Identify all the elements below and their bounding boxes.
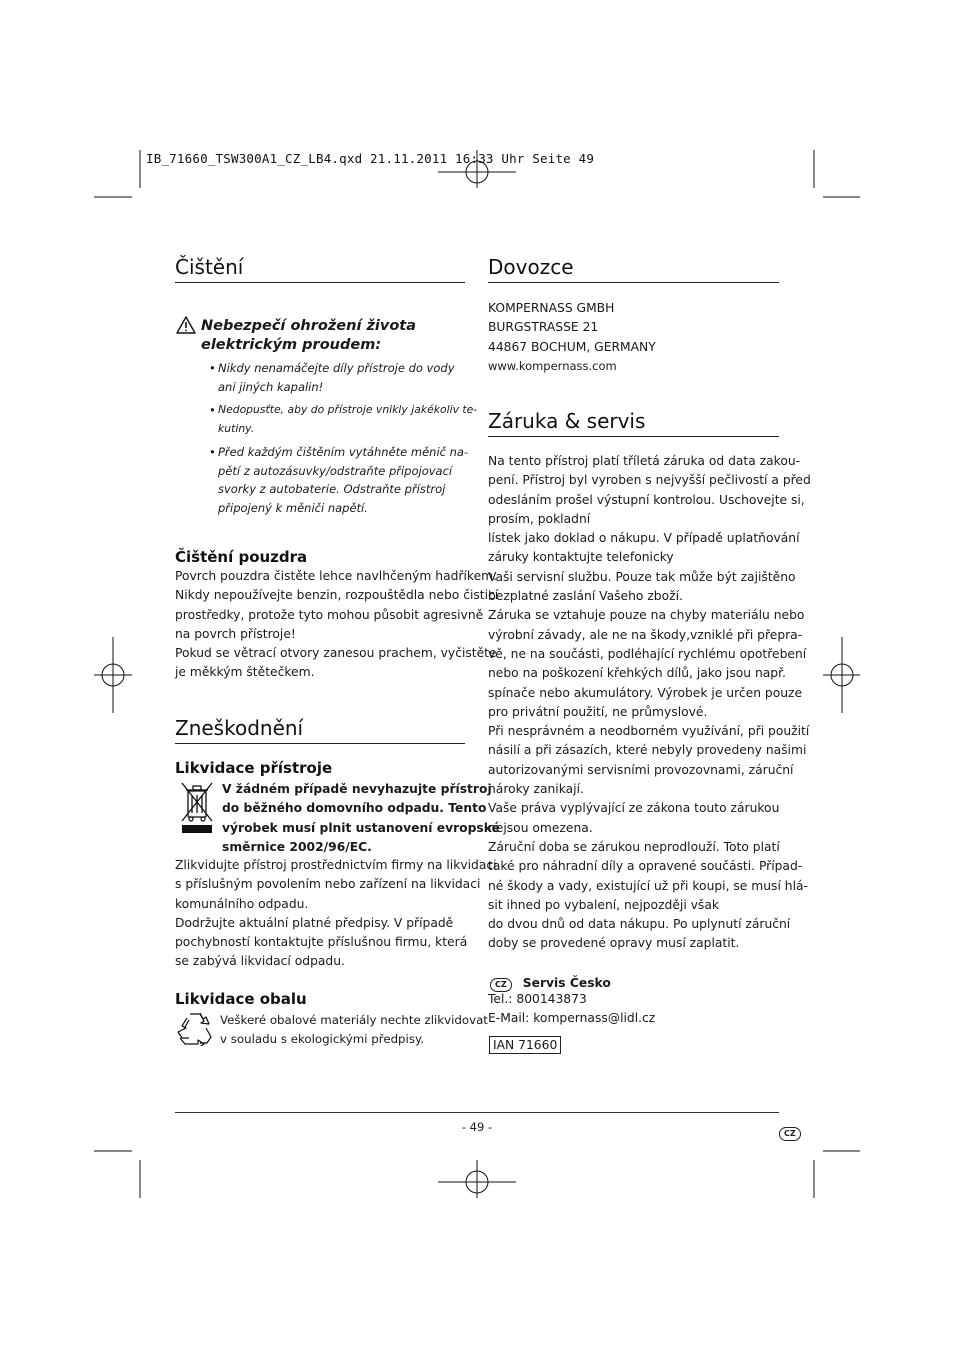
text-line: autorizovanými servisními provozovnami, záruční [488, 762, 794, 777]
address-line: 44867 BOCHUM, GERMANY [488, 339, 656, 354]
text-line: je měkkým štětečkem. [175, 665, 315, 680]
ian-number: IAN 71660 [489, 1036, 561, 1054]
website-link[interactable]: www.kompernass.com [488, 358, 617, 373]
bullet-dot: • [209, 445, 216, 459]
importer-address [488, 299, 656, 376]
text-line: na povrch přístroje! [175, 626, 296, 641]
text-line: Při nesprávném a neodborném využívání, při použití [488, 724, 810, 739]
text-line: nejsou omezena. [488, 820, 593, 835]
bullet-line: Nedopusťte, aby do přístroje vnikly jakékoliv te- [218, 403, 478, 416]
text-line: násilí a při zásazích, které nebyly provedeny našimi [488, 743, 807, 758]
housing-text [175, 567, 498, 683]
recycle-icon [176, 1010, 214, 1046]
text-line: Nikdy nepoužívejte benzin, rozpouštědla nebo čisticí [175, 588, 499, 603]
warning-title-line1: Nebezpečí ohrožení života [201, 318, 417, 334]
text-line: bezplatné zaslání Vašeho zboží. [488, 589, 683, 604]
service-email[interactable]: E-Mail: kompernass@lidl.cz [488, 1011, 656, 1026]
text-line: také pro náhradní díly a opravené součásti. Případ- [488, 859, 803, 874]
bold-line: směrnice 2002/96/EC. [222, 839, 372, 854]
bold-line: V žádném případě nevyhazujte přístroj [222, 782, 492, 796]
text-line: Vaše práva vyplývající ze zákona touto zárukou [488, 801, 780, 816]
address-line: BURGSTRASSE 21 [488, 320, 599, 335]
bullet-line: Před každým čištěním vytáhněte měnič na- [218, 445, 469, 459]
page-number: - 49 - [461, 1120, 493, 1134]
service-title: Servis Česko [522, 976, 611, 990]
warning-title-line2: elektrickým proudem: [201, 337, 382, 353]
text-line: do dvou dnů od data nákupu. Po uplynutí záruční [488, 917, 791, 932]
text-line: Vaši servisní službu. Pouze tak může být zajištěno [488, 569, 796, 584]
text-line: komunálního odpadu. [175, 896, 309, 911]
bullet-dot: • [209, 403, 216, 417]
section-cleaning [175, 255, 465, 283]
device-disposal-section [175, 758, 332, 778]
text-line: doby se provedené opravy musí zaplatit. [488, 936, 740, 951]
text-line: Veškeré obalové materiály nechte zlikvidovat [220, 1013, 488, 1027]
bullet-dot: • [209, 361, 216, 375]
warning-triangle-icon [176, 316, 196, 334]
bullet-item [209, 443, 477, 517]
text-line: výrobní závady, ale ne na škody,vzniklé při přepra- [488, 627, 803, 642]
text-line: Pokud se větrací otvory zanesou prachem, vyčistěte [175, 646, 497, 661]
bullet-line: připojený k měniči napětí. [218, 500, 368, 515]
text-line: pro privátní použití, ne průmyslové. [488, 704, 708, 719]
text-line: vě, ne na součásti, podléhající rychlému opotřebení [488, 646, 807, 661]
text-line: nároky zanikají. [488, 782, 584, 797]
text-line: se zabývá likvidací odpadu. [175, 954, 345, 969]
heading-import: Dovozce [488, 255, 779, 283]
bullet-line: ani jiných kapalin! [218, 379, 324, 394]
bullet-line: kutiny. [218, 421, 255, 435]
bullet-line: Nikdy nenamáčejte díly přístroje do vody [218, 361, 455, 375]
bold-line: výrobek musí plnit ustanovení evropské [222, 820, 500, 835]
text-line: pení. Přístroj byl vyroben s nejvyšší pečlivostí a před [488, 473, 811, 488]
country-badge: CZ [779, 1127, 801, 1141]
heading-housing: Čištění pouzdra [175, 548, 308, 566]
bullet-item [209, 401, 478, 438]
text-line: né škody a vady, existující už při koupi, se musí hlá- [488, 878, 808, 893]
text-line: v souladu s ekologickými předpisy. [220, 1032, 425, 1047]
service-phone: Tel.: 800143873 [488, 992, 587, 1006]
bullet-line: pětí z autozásuvky/odstraňte připojovací [218, 463, 453, 478]
text-line: prostředky, protože tyto mohou působit agresivně [175, 607, 484, 622]
text-line: s příslušným povolením nebo zařízení na likvidaci [175, 877, 481, 892]
text-line: Záruční doba se zárukou neprodlouží. Toto platí [488, 839, 780, 854]
text-line: lístek jako doklad o nákupu. V případě uplatňování [488, 531, 800, 546]
warning-block [201, 317, 416, 355]
heading-disposal: Zneškodnění [175, 716, 465, 744]
text-line: odesláním prošel výstupní kontrolou. Uschovejte si, [488, 492, 805, 507]
service-contact [488, 990, 655, 1029]
text-line: Zlikvidujte přístroj prostřednictvím firmy na likvidaci [175, 858, 497, 872]
section-import [488, 255, 779, 283]
packaging-text [220, 1011, 488, 1050]
heading-device-disposal: Likvidace přístroje [175, 759, 333, 777]
text-line: pochybností kontaktujte příslušnou firmu, která [175, 935, 468, 950]
bullet-line: svorky z autobaterie. Odstraňte přístroj [218, 482, 446, 496]
section-disposal [175, 716, 465, 744]
address-line: KOMPERNASS GMBH [488, 301, 615, 315]
text-line: Na tento přístroj platí tříletá záruka od data zakou- [488, 454, 801, 468]
warning-bullets [209, 359, 478, 517]
footer-rule [175, 1112, 779, 1113]
country-badge: CZ [490, 978, 512, 992]
text-line: spínače nebo akumulátory. Výrobek je určen pouze [488, 685, 803, 700]
section-warranty [488, 409, 779, 437]
heading-warranty: Záruka & servis [488, 409, 779, 437]
device-disposal-text [175, 856, 497, 972]
warranty-text [488, 452, 811, 954]
text-line: Záruka se vztahuje pouze na chyby materiálu nebo [488, 608, 805, 623]
text-line: Povrch pouzdra čistěte lehce navlhčeným hadříkem. [175, 569, 498, 583]
text-line: záruky kontaktujte telefonicky [488, 550, 674, 565]
packaging-section [175, 989, 307, 1009]
bullet-item [209, 359, 477, 396]
bold-line: do běžného domovního odpadu. Tento [222, 801, 487, 816]
print-slug: IB_71660_TSW300A1_CZ_LB4.qxd 21.11.2011 16:33 Uhr Seite 49 [146, 151, 595, 166]
text-line: sit ihned po vybalení, nejpozději však [488, 897, 719, 912]
text-line: prosím, pokladní [488, 511, 591, 526]
footer-country-badge [779, 1121, 801, 1141]
text-line: Dodržujte aktuální platné předpisy. V případě [175, 915, 454, 930]
ian-label [489, 1034, 561, 1054]
crossed-bin-icon [180, 781, 214, 835]
housing-section [175, 547, 498, 683]
heading-cleaning: Čištění [175, 255, 465, 283]
device-disposal-warning [222, 780, 500, 857]
heading-packaging: Likvidace obalu [175, 990, 307, 1008]
text-line: nebo na poškození křehkých dílů, jako jsou např. [488, 666, 786, 681]
